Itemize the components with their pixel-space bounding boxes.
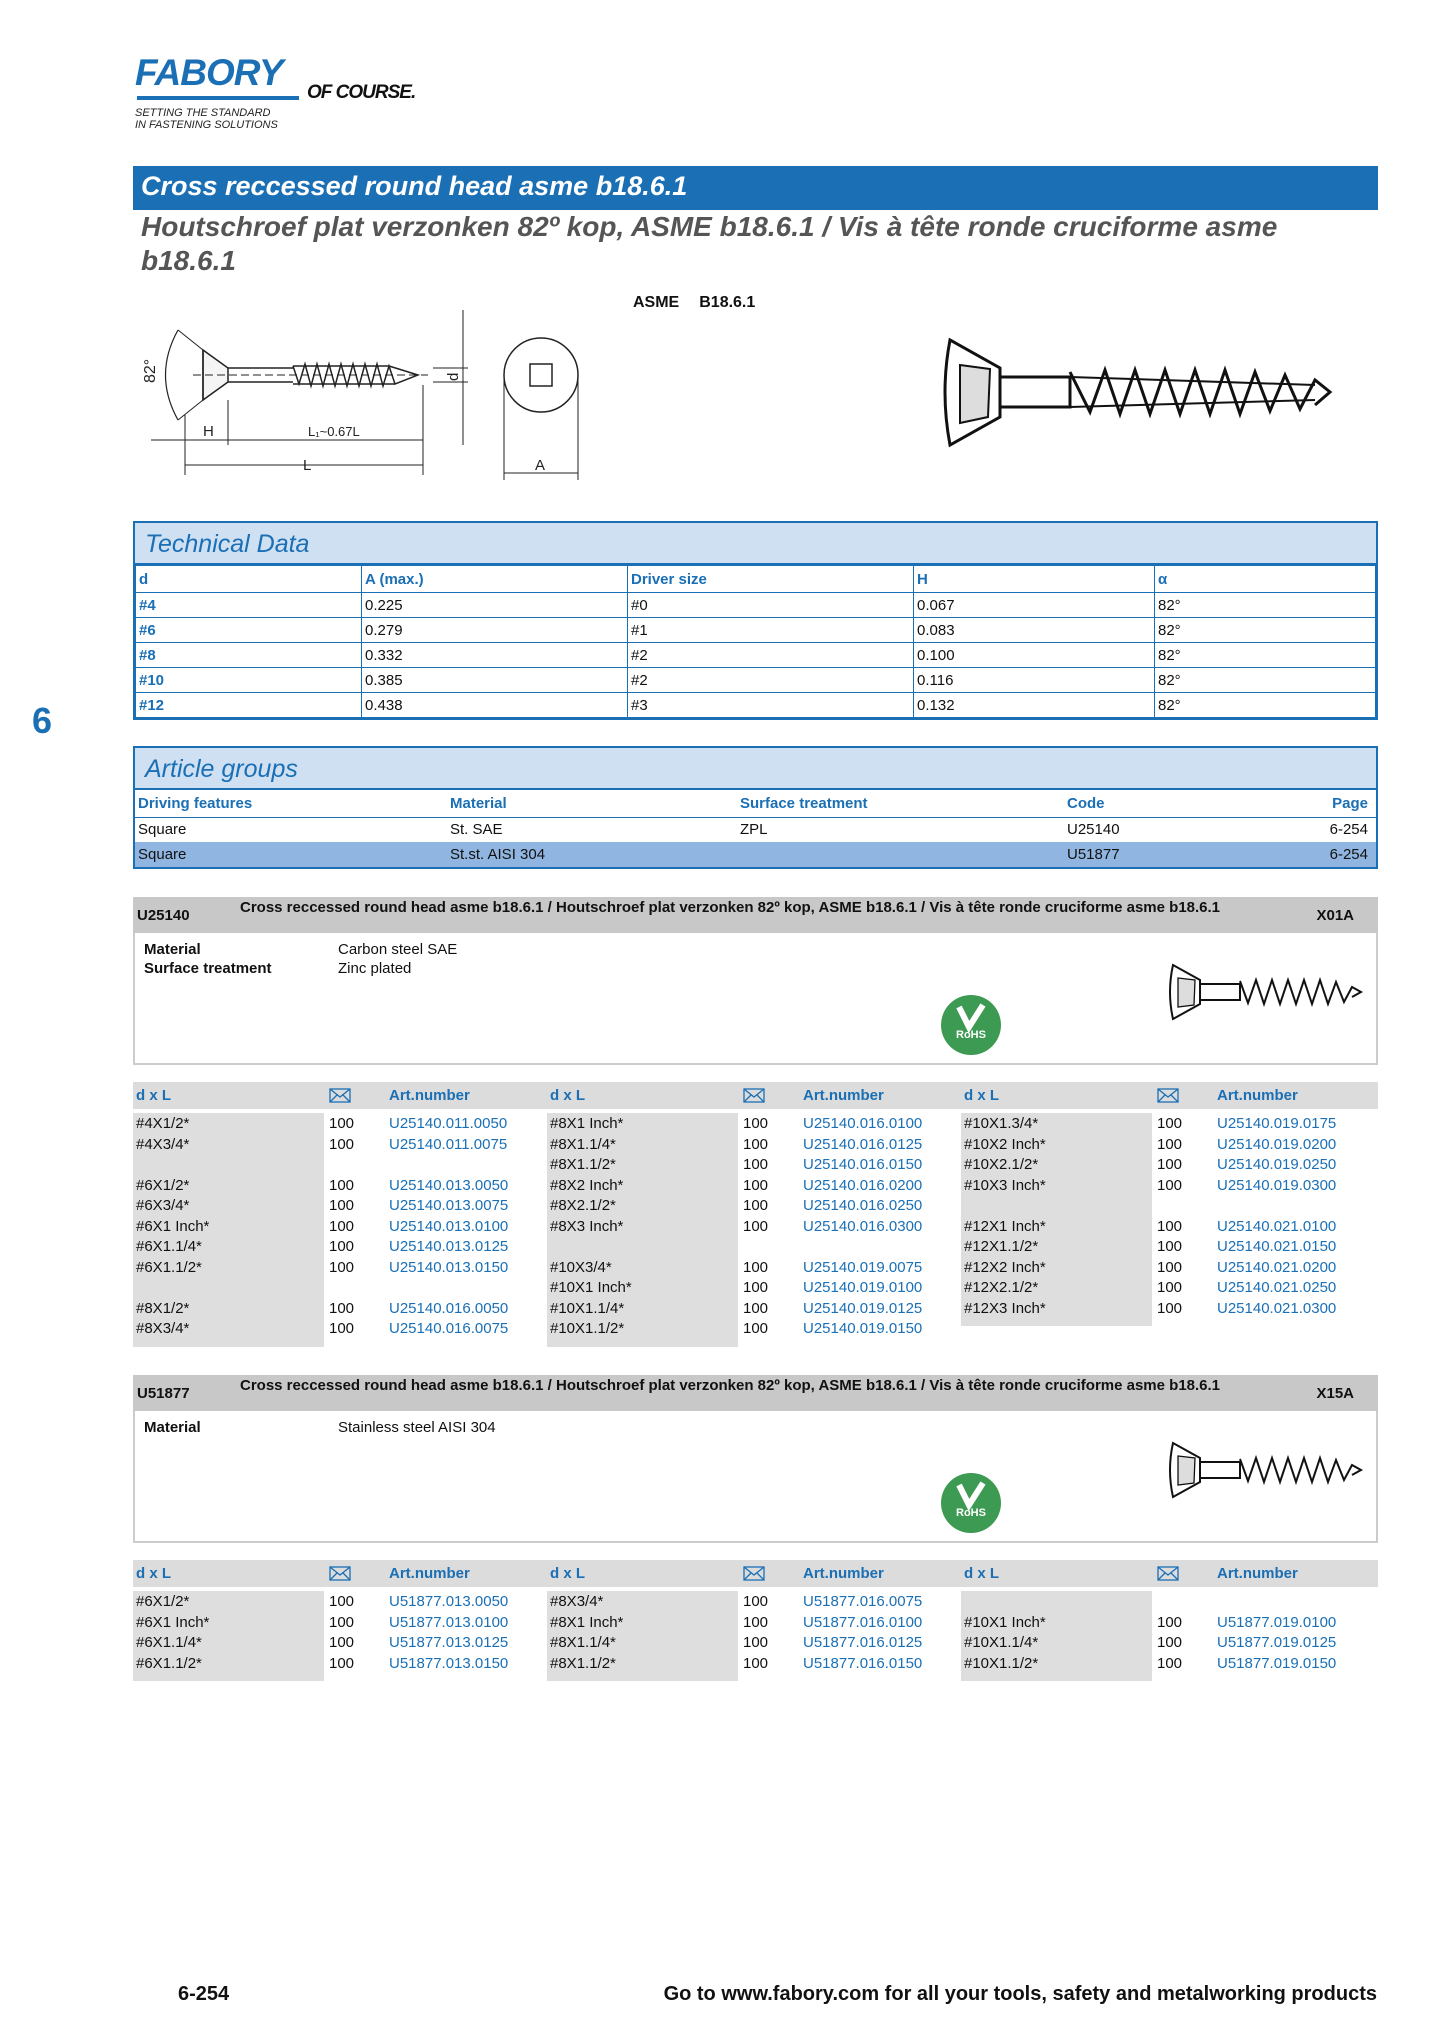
- quantity-cell: 100: [1157, 1217, 1183, 1235]
- article-number-link[interactable]: U25140.019.0125: [803, 1299, 923, 1317]
- footer-page-number: 6-254: [178, 1983, 230, 2005]
- technical-drawing: [133, 300, 593, 500]
- dxl-header: d x L: [964, 1565, 1000, 1582]
- article-groups-box: [133, 746, 1378, 869]
- table-cell: #6: [136, 618, 362, 643]
- table-row: [136, 668, 1376, 693]
- art-number-header: Art.number: [389, 1565, 470, 1582]
- chapter-number: 6: [32, 700, 53, 741]
- dxl-header: d x L: [550, 1087, 586, 1104]
- size-cell: #6X1/2*: [136, 1593, 190, 1610]
- table-cell: #10: [136, 668, 362, 693]
- table-cell: 0.083: [914, 618, 1155, 643]
- table-row: [136, 618, 1376, 643]
- quantity-cell: 100: [1157, 1115, 1183, 1132]
- technical-data-box: [133, 521, 1378, 720]
- quantity-cell: 100: [743, 1279, 769, 1296]
- product-code: U51877: [137, 1385, 190, 1402]
- table-cell: #2: [628, 643, 914, 668]
- col-header: Code: [1064, 790, 1264, 817]
- size-cell: #8X1 Inch*: [550, 1613, 624, 1631]
- table-cell: 0.332: [362, 643, 628, 668]
- art-number-header: Art.number: [389, 1087, 470, 1104]
- col-header: d: [136, 566, 362, 593]
- table-cell: #12: [136, 693, 362, 718]
- drawing-h-label: H: [203, 423, 214, 440]
- table-cell: 0.279: [362, 618, 628, 643]
- quantity-cell: 100: [329, 1593, 355, 1610]
- size-cell: #10X1.1/2*: [550, 1320, 625, 1337]
- quantity-cell: 100: [1157, 1279, 1183, 1296]
- brand-tagline-2: IN FASTENING SOLUTIONS: [135, 119, 278, 131]
- article-number-link[interactable]: U25140.011.0075: [389, 1135, 508, 1153]
- quantity-cell: 100: [329, 1176, 355, 1194]
- product-description: Cross reccessed round head asme b18.6.1 / Houtschroef plat verzonken 82º kop, ASME b18.6.1 / Vis à tête ronde cruciforme asme b18.6.1: [240, 1377, 1221, 1394]
- drawing-l-label: L: [303, 457, 312, 474]
- col-header: A (max.): [362, 566, 628, 593]
- quantity-cell: 100: [743, 1654, 769, 1672]
- quantity-cell: 100: [1157, 1135, 1183, 1153]
- dxl-header: d x L: [136, 1565, 172, 1582]
- article-number-link[interactable]: U25140.013.0075: [389, 1197, 509, 1214]
- drawing-angle-label: 82°: [142, 358, 159, 383]
- article-number-link[interactable]: U25140.016.0125: [803, 1135, 923, 1153]
- size-cell: #6X1/2*: [136, 1176, 190, 1194]
- size-cell: #8X3 Inch*: [550, 1217, 624, 1235]
- article-number-link[interactable]: U25140.019.0150: [803, 1320, 923, 1337]
- size-cell: #8X1.1/2*: [550, 1156, 616, 1173]
- quantity-cell: 100: [743, 1176, 769, 1194]
- article-number-link[interactable]: U25140.021.0150: [1217, 1238, 1337, 1255]
- article-group-row[interactable]: [135, 817, 1376, 842]
- rohs-label: RoHS: [956, 1507, 986, 1519]
- table-cell: #0: [628, 593, 914, 618]
- quantity-cell: 100: [329, 1135, 355, 1153]
- product-header: [133, 897, 1378, 933]
- table-cell: 0.438: [362, 693, 628, 718]
- table-cell: 6-254: [1264, 842, 1376, 867]
- art-number-header: Art.number: [803, 1087, 884, 1104]
- article-number-link[interactable]: U25140.019.0300: [1217, 1176, 1337, 1194]
- property-label: Material: [144, 1419, 201, 1436]
- drawing-d-label: d: [445, 372, 462, 381]
- size-cell: #6X1.1/4*: [136, 1634, 202, 1651]
- article-number-link[interactable]: U25140.016.0250: [803, 1197, 923, 1214]
- quantity-cell: 100: [1157, 1258, 1183, 1276]
- table-cell: U25140: [1067, 821, 1120, 839]
- quantity-cell: 100: [1157, 1299, 1183, 1317]
- table-cell: 0.132: [914, 693, 1155, 718]
- article-number-link[interactable]: U25140.021.0100: [1217, 1217, 1337, 1235]
- technical-data-header-row: [136, 566, 1376, 593]
- size-cell: #10X3 Inch*: [964, 1176, 1046, 1194]
- size-cell: #10X1.3/4*: [964, 1115, 1039, 1132]
- size-cell: #6X1.1/4*: [136, 1238, 202, 1255]
- col-header: α: [1155, 566, 1376, 593]
- article-number-link[interactable]: U25140.016.0075: [389, 1320, 509, 1337]
- article-number-link[interactable]: U25140.019.0100: [803, 1279, 923, 1296]
- quantity-cell: 100: [329, 1115, 355, 1132]
- product-class: X15A: [1316, 1385, 1354, 1402]
- table-cell: St.st. AISI 304: [447, 842, 737, 867]
- quantity-cell: 100: [329, 1299, 355, 1317]
- size-cell: #4X1/2*: [136, 1115, 190, 1132]
- article-number-link[interactable]: U51877.013.0125: [389, 1634, 509, 1651]
- table-cell: [737, 842, 1064, 867]
- standard-org: ASME: [633, 294, 680, 311]
- size-cell: #6X3/4*: [136, 1197, 190, 1214]
- article-number-link[interactable]: U25140.016.0100: [803, 1115, 923, 1132]
- product-image-wrap: [1165, 1435, 1365, 1510]
- quantity-cell: 100: [1157, 1176, 1183, 1194]
- article-number-link[interactable]: U25140.021.0300: [1217, 1299, 1337, 1317]
- article-number-link[interactable]: U51877.016.0125: [803, 1634, 923, 1651]
- col-header: Driving features: [135, 790, 447, 817]
- article-groups-heading: Article groups: [145, 755, 298, 783]
- col-header: Surface treatment: [737, 790, 1064, 817]
- quantity-cell: 100: [743, 1258, 769, 1276]
- dxl-header: d x L: [964, 1087, 1000, 1104]
- table-cell: 0.225: [362, 593, 628, 618]
- property-value: Stainless steel AISI 304: [338, 1419, 496, 1436]
- size-cell: #10X1 Inch*: [550, 1279, 632, 1296]
- size-cell: #6X1.1/2*: [136, 1654, 202, 1672]
- page-title: Cross reccessed round head asme b18.6.1: [141, 171, 688, 201]
- product-description: Cross reccessed round head asme b18.6.1 / Houtschroef plat verzonken 82º kop, ASME b18.6.1 / Vis à tête ronde cruciforme asme b18.6.1: [240, 899, 1221, 916]
- property-label: Material: [144, 941, 201, 958]
- rohs-label: RoHS: [956, 1029, 986, 1041]
- quantity-cell: 100: [1157, 1156, 1183, 1173]
- quantity-cell: 100: [743, 1299, 769, 1317]
- table-cell: #4: [136, 593, 362, 618]
- table-cell: 82°: [1155, 643, 1376, 668]
- page-title-bar: [133, 166, 1378, 210]
- table-row: [136, 693, 1376, 718]
- package-quantity-icon: [743, 1566, 765, 1581]
- standard-code: B18.6.1: [699, 294, 756, 311]
- article-number-link[interactable]: U25140.019.0250: [1217, 1156, 1337, 1173]
- standard-reference: [633, 294, 775, 312]
- size-cell: #8X1.1/2*: [550, 1654, 616, 1672]
- size-cell: #10X1 Inch*: [964, 1613, 1046, 1631]
- rohs-badge: [941, 995, 1001, 1055]
- size-cell: #12X2 Inch*: [964, 1258, 1046, 1276]
- table-cell: 0.116: [914, 668, 1155, 693]
- article-list-header: [133, 1560, 1378, 1587]
- dxl-header: d x L: [136, 1087, 172, 1104]
- table-cell: Square: [135, 842, 447, 867]
- size-cell: #6X1 Inch*: [136, 1613, 210, 1631]
- article-number-link[interactable]: U51877.019.0100: [1217, 1613, 1337, 1631]
- article-number-link[interactable]: U51877.019.0125: [1217, 1634, 1337, 1651]
- article-number-link[interactable]: U25140.016.0050: [389, 1299, 509, 1317]
- size-cell: #8X2.1/2*: [550, 1197, 616, 1214]
- table-cell: 82°: [1155, 593, 1376, 618]
- technical-data-header: [135, 523, 1376, 565]
- property-label: Surface treatment: [144, 960, 272, 977]
- brand-slogan: OF COURSE.: [307, 82, 416, 103]
- size-cell: #8X1.1/4*: [550, 1634, 616, 1651]
- drawing-a-label: A: [535, 457, 546, 474]
- quantity-cell: 100: [329, 1654, 355, 1672]
- article-groups-table: [135, 790, 1376, 867]
- quantity-cell: 100: [1157, 1238, 1183, 1255]
- property-value: Carbon steel SAE: [338, 941, 458, 958]
- size-cell: #10X1.1/4*: [964, 1634, 1039, 1651]
- table-cell: 0.067: [914, 593, 1155, 618]
- article-number-link[interactable]: U25140.013.0150: [389, 1258, 509, 1276]
- table-cell: 6-254: [1329, 821, 1368, 839]
- property-value: Zinc plated: [338, 960, 412, 977]
- table-cell: #2: [628, 668, 914, 693]
- size-cell: #10X3/4*: [550, 1258, 612, 1276]
- brand-logo[interactable]: [135, 52, 435, 132]
- drawing-lt-label: L₁~0.67L: [308, 424, 360, 439]
- table-cell: #3: [628, 693, 914, 718]
- table-cell: St. SAE: [450, 821, 503, 839]
- size-cell: #10X1.1/4*: [550, 1299, 625, 1317]
- product-properties-box: [133, 1411, 1378, 1543]
- article-number-link[interactable]: U25140.011.0050: [389, 1115, 508, 1132]
- quantity-cell: 100: [743, 1217, 769, 1235]
- brand-name: FABORY: [135, 52, 283, 93]
- table-row: [136, 643, 1376, 668]
- size-cell: #10X2 Inch*: [964, 1135, 1046, 1153]
- quantity-cell: 100: [329, 1320, 355, 1337]
- article-number-link[interactable]: U25140.019.0200: [1217, 1135, 1337, 1153]
- article-list-header: [133, 1082, 1378, 1109]
- article-number-link[interactable]: U51877.016.0100: [803, 1613, 923, 1631]
- size-cell: #8X3/4*: [550, 1593, 604, 1610]
- col-header: Driver size: [628, 566, 914, 593]
- article-number-link[interactable]: U25140.019.0075: [803, 1258, 923, 1276]
- article-number-link[interactable]: U25140.016.0300: [803, 1217, 923, 1235]
- article-number-link[interactable]: U51877.019.0150: [1217, 1654, 1337, 1672]
- quantity-cell: 100: [743, 1135, 769, 1153]
- rohs-badge: [941, 1473, 1001, 1533]
- art-number-header: Art.number: [1217, 1565, 1298, 1582]
- size-cell: #12X1 Inch*: [964, 1217, 1046, 1235]
- package-quantity-icon: [329, 1566, 351, 1581]
- table-cell: 0.385: [362, 668, 628, 693]
- size-cell: #12X3 Inch*: [964, 1299, 1046, 1317]
- table-cell: U51877: [1064, 842, 1264, 867]
- quantity-cell: 100: [329, 1197, 355, 1214]
- package-quantity-icon: [1157, 1088, 1179, 1103]
- brand-tagline-1: SETTING THE STANDARD: [135, 107, 271, 119]
- size-cell: #8X3/4*: [136, 1320, 190, 1337]
- size-cell: #12X2.1/2*: [964, 1279, 1039, 1296]
- technical-data-heading: Technical Data: [145, 530, 310, 558]
- table-cell: #8: [136, 643, 362, 668]
- product-header: [133, 1375, 1378, 1411]
- footer-text[interactable]: Go to www.fabory.com for all your tools, safety and metalworking products: [663, 1983, 1377, 2005]
- col-header: Material: [447, 790, 737, 817]
- col-header: H: [914, 566, 1155, 593]
- technical-data-table: [135, 565, 1376, 718]
- size-cell: #8X1/2*: [136, 1299, 190, 1317]
- size-cell: #10X2.1/2*: [964, 1156, 1039, 1173]
- quantity-cell: 100: [329, 1258, 355, 1276]
- quantity-cell: 100: [743, 1115, 769, 1132]
- quantity-cell: 100: [1157, 1634, 1183, 1651]
- quantity-cell: 100: [743, 1634, 769, 1651]
- table-row: [136, 593, 1376, 618]
- article-number-link[interactable]: U25140.013.0050: [389, 1176, 509, 1194]
- quantity-cell: 100: [329, 1238, 355, 1255]
- package-quantity-icon: [1157, 1566, 1179, 1581]
- table-cell: 82°: [1155, 618, 1376, 643]
- quantity-cell: 100: [329, 1217, 355, 1235]
- size-cell: #6X1 Inch*: [136, 1217, 210, 1235]
- product-code: U25140: [137, 907, 190, 924]
- size-cell: #8X2 Inch*: [550, 1176, 624, 1194]
- article-number-link[interactable]: U25140.013.0125: [389, 1238, 509, 1255]
- article-number-link[interactable]: U51877.013.0050: [389, 1593, 509, 1610]
- size-cell: #4X3/4*: [136, 1135, 190, 1153]
- article-number-link[interactable]: U25140.021.0250: [1217, 1279, 1337, 1296]
- size-cell: #6X1.1/2*: [136, 1258, 202, 1276]
- art-number-header: Art.number: [803, 1565, 884, 1582]
- quantity-cell: 100: [743, 1320, 769, 1337]
- product-image-wrap: [1165, 957, 1365, 1032]
- quantity-cell: 100: [1157, 1654, 1183, 1672]
- quantity-cell: 100: [743, 1156, 769, 1173]
- article-number-link[interactable]: U25140.019.0175: [1217, 1115, 1337, 1132]
- article-groups-header-row: [135, 790, 1376, 817]
- table-cell: #1: [628, 618, 914, 643]
- dxl-header: d x L: [550, 1565, 586, 1582]
- art-number-header: Art.number: [1217, 1087, 1298, 1104]
- col-header: Page: [1264, 790, 1376, 817]
- article-number-link[interactable]: U51877.013.0100: [389, 1613, 509, 1631]
- quantity-cell: 100: [329, 1613, 355, 1631]
- package-quantity-icon: [329, 1088, 351, 1103]
- product-properties-box: [133, 933, 1378, 1065]
- article-number-link[interactable]: U51877.016.0075: [803, 1593, 923, 1610]
- quantity-cell: 100: [329, 1634, 355, 1651]
- table-cell: 0.100: [914, 643, 1155, 668]
- article-number-link[interactable]: U25140.021.0200: [1217, 1258, 1337, 1276]
- size-cell: #8X1.1/4*: [550, 1135, 616, 1153]
- quantity-cell: 100: [743, 1593, 769, 1610]
- brand-tagline: [135, 107, 335, 131]
- size-cell: #10X1.1/2*: [964, 1654, 1039, 1672]
- article-number-link[interactable]: U25140.013.0100: [389, 1217, 509, 1235]
- package-quantity-icon: [743, 1088, 765, 1103]
- article-group-row[interactable]: [135, 842, 1376, 867]
- article-number-link[interactable]: U51877.013.0150: [389, 1654, 509, 1672]
- table-cell: ZPL: [740, 821, 768, 839]
- article-number-link[interactable]: U25140.016.0150: [803, 1156, 923, 1173]
- product-class: X01A: [1316, 907, 1354, 924]
- brand-underline: [137, 96, 299, 100]
- table-cell: Square: [138, 821, 187, 839]
- screw-illustration: [930, 325, 1370, 460]
- quantity-cell: 100: [743, 1613, 769, 1631]
- article-number-link[interactable]: U25140.016.0200: [803, 1176, 923, 1194]
- quantity-cell: 100: [1157, 1613, 1183, 1631]
- product-image: [1165, 1435, 1365, 1505]
- size-cell: #8X1 Inch*: [550, 1115, 624, 1132]
- page-subtitle: Houtschroef plat verzonken 82º kop, ASME b18.6.1 / Vis à tête ronde cruciforme asme b18.6.1: [141, 211, 1278, 276]
- quantity-cell: 100: [743, 1197, 769, 1214]
- article-number-link[interactable]: U51877.016.0150: [803, 1654, 923, 1672]
- product-image: [1165, 957, 1365, 1027]
- size-cell: #12X1.1/2*: [964, 1238, 1039, 1255]
- table-cell: 82°: [1155, 693, 1376, 718]
- table-cell: 82°: [1155, 668, 1376, 693]
- article-groups-header: [135, 748, 1376, 790]
